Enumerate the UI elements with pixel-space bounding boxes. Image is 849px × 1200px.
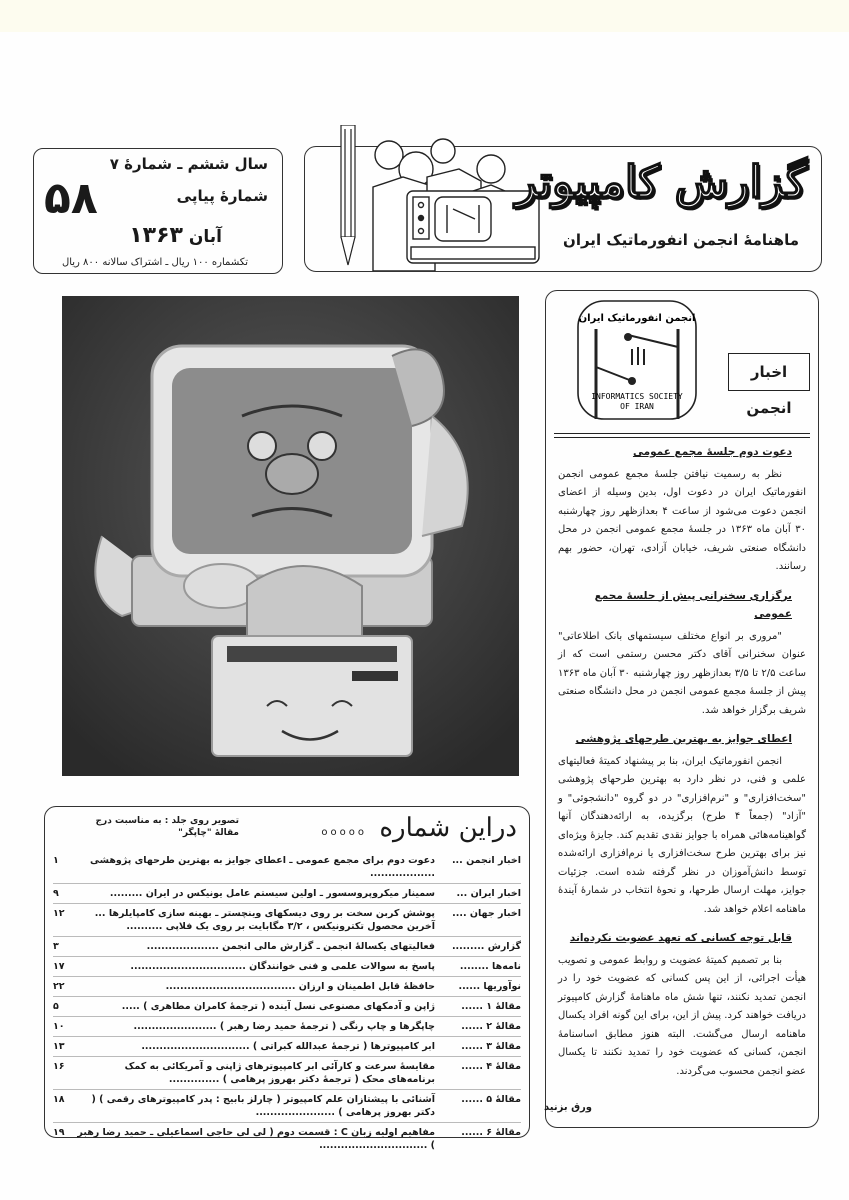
toc-section: اخبار جهان .... <box>452 908 521 919</box>
news-divider <box>554 433 810 438</box>
toc-row[interactable] <box>53 1123 521 1155</box>
toc-section: اخبار انجمن ... <box>451 855 521 866</box>
toc-section: مقالهٔ ۴ ...... <box>461 1061 521 1072</box>
toc-section: مقالهٔ ۳ ...... <box>461 1041 521 1052</box>
price-info: تکشماره ۱۰۰ ریال ـ اشتراک سالانه ۸۰۰ ریال <box>61 257 249 268</box>
toc-list <box>53 851 521 1155</box>
toc-entry: چاپگرها و چاپ رنگی ( ترجمهٔ حمید رضا رهبر ) ....................... <box>133 1021 435 1032</box>
news-section-label: اخبار انجمن <box>728 353 810 391</box>
toc-row[interactable] <box>53 977 521 997</box>
toc-row[interactable] <box>53 884 521 904</box>
person-head-icon <box>431 139 455 163</box>
toc-row[interactable] <box>53 904 521 937</box>
toc-page: ۱۲ <box>53 908 65 919</box>
toc-page: ۱ <box>53 855 59 866</box>
toc-section: مقالهٔ ۵ ...... <box>461 1094 521 1105</box>
toc-page: ۱۸ <box>53 1094 65 1105</box>
toc-entry: مقایسهٔ سرعت و کارآئی ابر کامپیوترهای ژاپنی و آمریکائی به کمک برنامه‌های محک ( ترجمهٔ دکتر بهروز پرهامی ) .............. <box>124 1061 435 1085</box>
issue-date <box>121 223 222 248</box>
person-head-icon <box>477 155 505 183</box>
toc-entry: حافظهٔ قابل اطمینان و ارزان .................................... <box>165 981 435 992</box>
toc-title-dots: ooooo <box>321 827 367 838</box>
serial-label: شمارهٔ پیاپی <box>176 187 268 205</box>
magazine-title: گزارش کامپیوتر <box>515 157 807 208</box>
toc-entry: مفاهیم اولیه زبان C : قسمت دوم ( لی لی حاجی اسماعیلی ـ حمید رضا رهبر ) .............................. <box>77 1127 435 1151</box>
table-of-contents <box>44 806 530 1151</box>
toc-row[interactable] <box>53 997 521 1017</box>
toc-entry: سمینار میکروپروسسور ـ اولین سیستم عامل یونیکس در ایران ......... <box>109 888 435 899</box>
toc-section: مقالهٔ ۱ ...... <box>461 1001 521 1012</box>
toc-page: ۱۰ <box>53 1021 65 1032</box>
news-body: نظر به رسمیت نیافتن جلسهٔ مجمع عمومی انجمن انفورماتیک ایران در دعوت اول، بدین وسیله از اعضای انجمن دعوت می‌شود از ساعت ۴ بعدازظهر روز چهارشنبه ۳۰ آبان ماه ۱۳۶۳ در جلسهٔ مجمع عمومی انجمن در محل دانشگاه صنعتی شریف، خیابان آزادی، تهران، حضور بهم رسانند. <box>558 468 807 572</box>
toc-entry: پوشش کربن سخت بر روی دیسکهای وینچستر ـ بهینه سازی کامپایلرها ... آخرین محصول تکترونیکس ، ۳/۲ مگابایت بر روی یک فلاپی .......... <box>94 908 435 932</box>
toc-section: گزارش ......... <box>451 941 521 952</box>
toc-entry: ابر کامپیوترها ( ترجمهٔ عبدالله کبراتی ) .............................. <box>141 1041 435 1052</box>
news-heading: قابل توجه کسانی که تعهد عضویت نکرده‌اند <box>569 932 792 944</box>
page-top-strip <box>0 0 849 32</box>
issue-month: آبان <box>188 227 222 247</box>
toc-entry: دعوت دوم برای مجمع عمومی ـ اعطای جوایز به بهترین طرحهای پژوهشی .................. <box>90 855 435 879</box>
informatics-society-logo <box>572 295 702 425</box>
turn-page-note: ورق بزنید <box>544 1102 592 1113</box>
news-body: انجمن انفورماتیک ایران، بنا بر پیشنهاد کمیتهٔ فعالیتهای علمی و فنی، در نظر دارد به بهترین طرحهای پژوهشی "سخت‌افزاری" و "نرم‌افزاری" در دو گروه "دانشجوئی" و "آزاد" (جمعاً ۴ طرح) برگزیده، به ارائه‌دهندگان آنها گواهینامه‌هائی همراه با جوایز نقدی تقدیم کند. جایزهٔ ویژه‌ای نیز برای بهترین طرح سخت‌افزاری یا نرم‌افزاری ارائه‌شده توسط دانش‌آموزان در نظر گرفته شده است. جزئیات جوایز، مهلت ارسال طرحها، و نحوهٔ انتخاب در شمارهٔ آیندهٔ ماهنامه اعلام خواهد شد. <box>558 755 806 915</box>
toc-page: ۱۹ <box>53 1127 65 1138</box>
person-head-icon <box>375 141 403 169</box>
news-heading: اعطای جوایز به بهترین طرحهای پژوهشی <box>575 733 792 745</box>
society-news-column <box>545 290 819 1128</box>
toc-section: نامه‌ها ........ <box>459 961 521 972</box>
toc-entry: آشنائی با پیشتازان علم کامپیوتر ( چارلز بابیج : پدر کامپیوترهای رقمی ) ( دکتر بهروز پرهامی ) ...................... <box>91 1094 435 1118</box>
logo-en-line1: INFORMATICS SOCIETY <box>591 392 683 401</box>
toc-row[interactable] <box>53 1037 521 1057</box>
toc-section: مقالهٔ ۶ ...... <box>461 1127 521 1138</box>
toc-page: ۱۷ <box>53 961 65 972</box>
volume-issue: سال ششم ـ شمارهٔ ۷ <box>109 155 268 173</box>
cover-image-note: تصویر روی جلد : به مناسبت درج مقالهٔ "چاپگر" <box>95 816 239 838</box>
toc-section: مقالهٔ ۲ ...... <box>461 1021 521 1032</box>
toc-row[interactable] <box>53 957 521 977</box>
cover-illustration <box>62 296 519 776</box>
logo-fa-name: انجمن انفورماتیک ایران <box>578 313 696 324</box>
serial-number: ۵۸ <box>44 173 98 224</box>
toc-row[interactable] <box>53 1090 521 1123</box>
toc-entry: ژاپن و آدمکهای مصنوعی نسل آینده ( ترجمهٔ کامران مطاهری ) ..... <box>121 1001 435 1012</box>
news-body: "مروری بر انواع مختلف سیستمهای بانک اطلاعاتی" عنوان سخنرانی آقای دکتر محسن رستمی است که از ساعت ۲/۵ تا ۳/۵ بعدازظهر روز چهارشنبه ۳۰ آبان ماه ۱۳۶۳ پیش از جلسهٔ مجمع عمومی انجمن در محل دانشگاه صنعتی شریف برگزار خواهد شد. <box>558 630 807 716</box>
toc-entry: فعالیتهای یکسالهٔ انجمن ـ گزارش مالی انجمن .................... <box>146 941 435 952</box>
toc-page: ۱۳ <box>53 1041 65 1052</box>
toc-row[interactable] <box>53 937 521 957</box>
news-body: بنا بر تصمیم کمیتهٔ عضویت و روابط عمومی و تصویب هیأت اجرائی، از این پس کسانی که عضویت خود را در انجمن تمدید نکنند، تنها شش ماه ماهنامهٔ گزارش کامپیوتر دریافت خواهند کرد. پیش از این، برای این گونه افراد یکسال ماهنامه ارسال می‌گشت. البته هنوز مطابق اساسنامهٔ انجمن، کسانی که عضویت خود را تمدید نکنند تا یکسال عضو انجمن محسوب می‌گردند. <box>558 954 806 1077</box>
news-articles <box>558 443 806 1091</box>
pencil-icon <box>341 125 355 265</box>
magazine-subtitle: ماهنامهٔ انجمن انفورماتیک ایران <box>563 231 799 249</box>
toc-row[interactable] <box>53 1057 521 1090</box>
toc-title: دراین شماره <box>379 813 517 843</box>
news-heading: دعوت دوم جلسهٔ مجمع عمومی <box>632 446 792 458</box>
logo-en-line2: OF IRAN <box>620 402 654 411</box>
toc-row[interactable] <box>53 851 521 884</box>
toc-section: نوآوریها ...... <box>458 981 521 992</box>
news-heading: برگزاری سخنرانی پیش از جلسهٔ مجمع عمومی <box>594 589 792 620</box>
toc-page: ۱۶ <box>53 1061 65 1072</box>
toc-page: ۲۲ <box>53 981 65 992</box>
toc-page: ۵ <box>53 1001 59 1012</box>
issue-year: ۱۳۶۳ <box>129 223 183 248</box>
toc-section: اخبار ایران ... <box>456 888 521 899</box>
toc-entry: پاسخ به سوالات علمی و فنی خوانندگان ................................ <box>130 961 435 972</box>
toc-page: ۳ <box>53 941 59 952</box>
toc-page: ۹ <box>53 888 59 899</box>
issue-info-box <box>33 148 283 274</box>
masthead <box>304 146 822 272</box>
toc-row[interactable] <box>53 1017 521 1037</box>
